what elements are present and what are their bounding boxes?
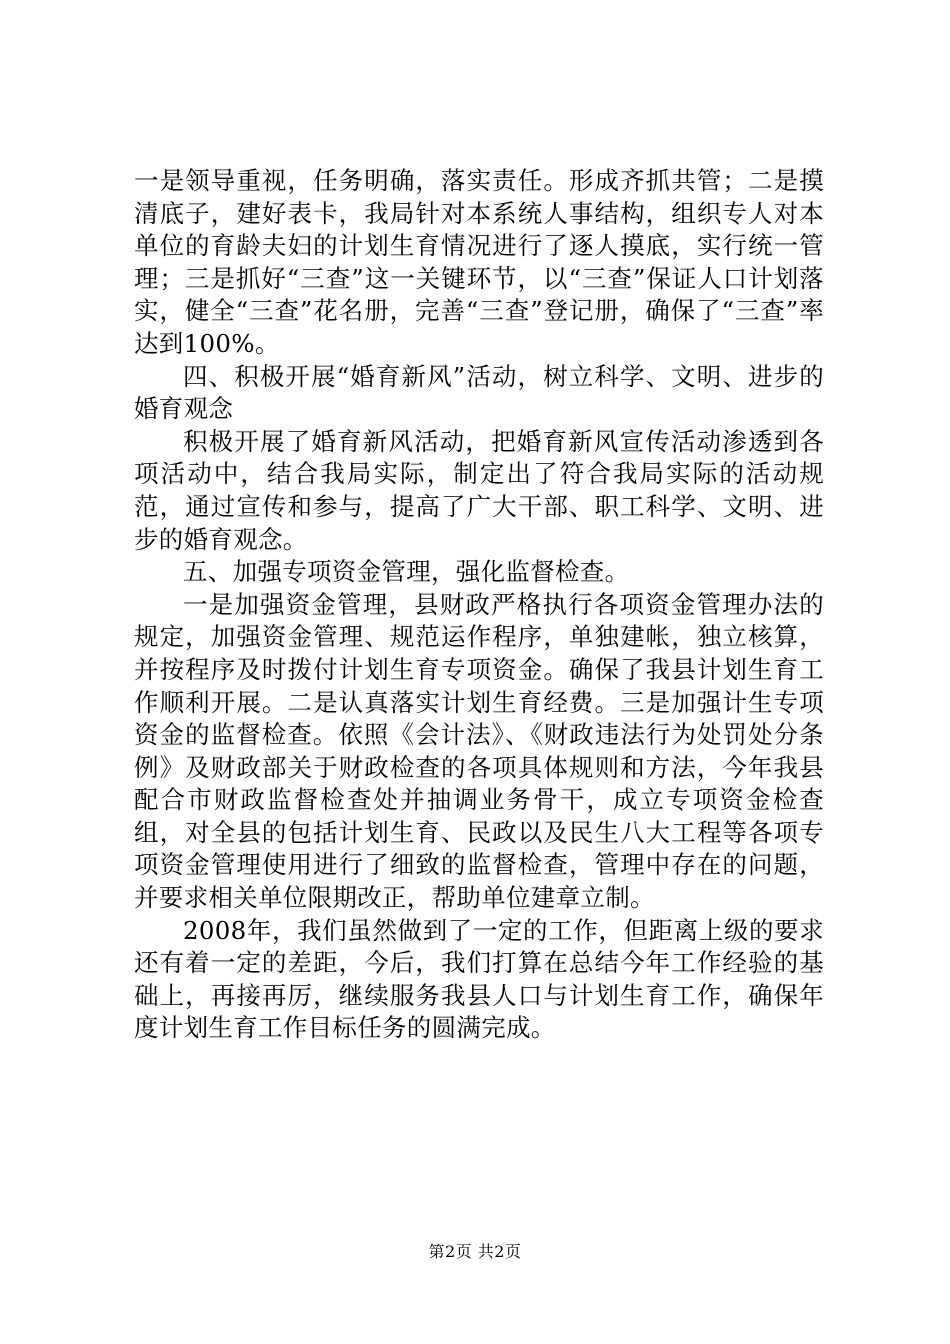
section-heading-5: 五、加强专项资金管理，强化监督检查。 xyxy=(183,557,630,587)
page-number: 第2页 共2页 xyxy=(428,1242,522,1261)
paragraph-section-4: 积极开展了婚育新风活动，把婚育新风宣传活动渗透到各项活动中，结合我局实际，制定出了符合我局实际的活动规范，通过宣传和参与，提高了广大干部、职工科学、文明、进步的婚育观念。 xyxy=(134,426,824,554)
page-footer xyxy=(0,1242,950,1262)
section-heading-4: 四、积极开展“婚育新风”活动，树立科学、文明、进步的婚育观念 xyxy=(134,361,824,424)
paragraph-section-5: 一是加强资金管理，县财政严格执行各项资金管理办法的规定，加强资金管理、规范运作程序，单独建帐，独立核算，并按程序及时拨付计划生育专项资金。确保了我县计划生育工作顺利开展。二是认真落实计划生育经费。三是加强计生专项资金的监督检查。依照《会计法》、《财政违法行为处罚处分条例》及财政部关于财政检查的各项具体规则和方法，今年我县配合市财政监督检查处并抽调业务骨干，成立专项资金检查组，对全县的包括计划生育、民政以及民生八大工程等各项专项资金管理使用进行了细致的监督检查，管理中存在的问题，并要求相关单位限期改正，帮助单位建章立制。 xyxy=(134,589,824,913)
document-body xyxy=(134,165,824,1045)
paragraph-conclusion: 2008年，我们虽然做到了一定的工作，但距离上级的要求还有着一定的差距，今后，我们打算在总结今年工作经验的基础上，再接再厉，继续服务我县人口与计划生育工作，确保年度计划生育工作目标任务的圆满完成。 xyxy=(134,915,824,1043)
paragraph-continuation: 一是领导重视，任务明确，落实责任。形成齐抓共管；二是摸清底子，建好表卡，我局针对本系统人事结构，组织专人对本单位的育龄夫妇的计划生育情况进行了逐人摸底，实行统一管理；三是抓好“三查”这一关键环节，以“三查”保证人口计划落实，健全“三查”花名册，完善“三查”登记册，确保了“三查”率达到100%。 xyxy=(134,166,824,358)
